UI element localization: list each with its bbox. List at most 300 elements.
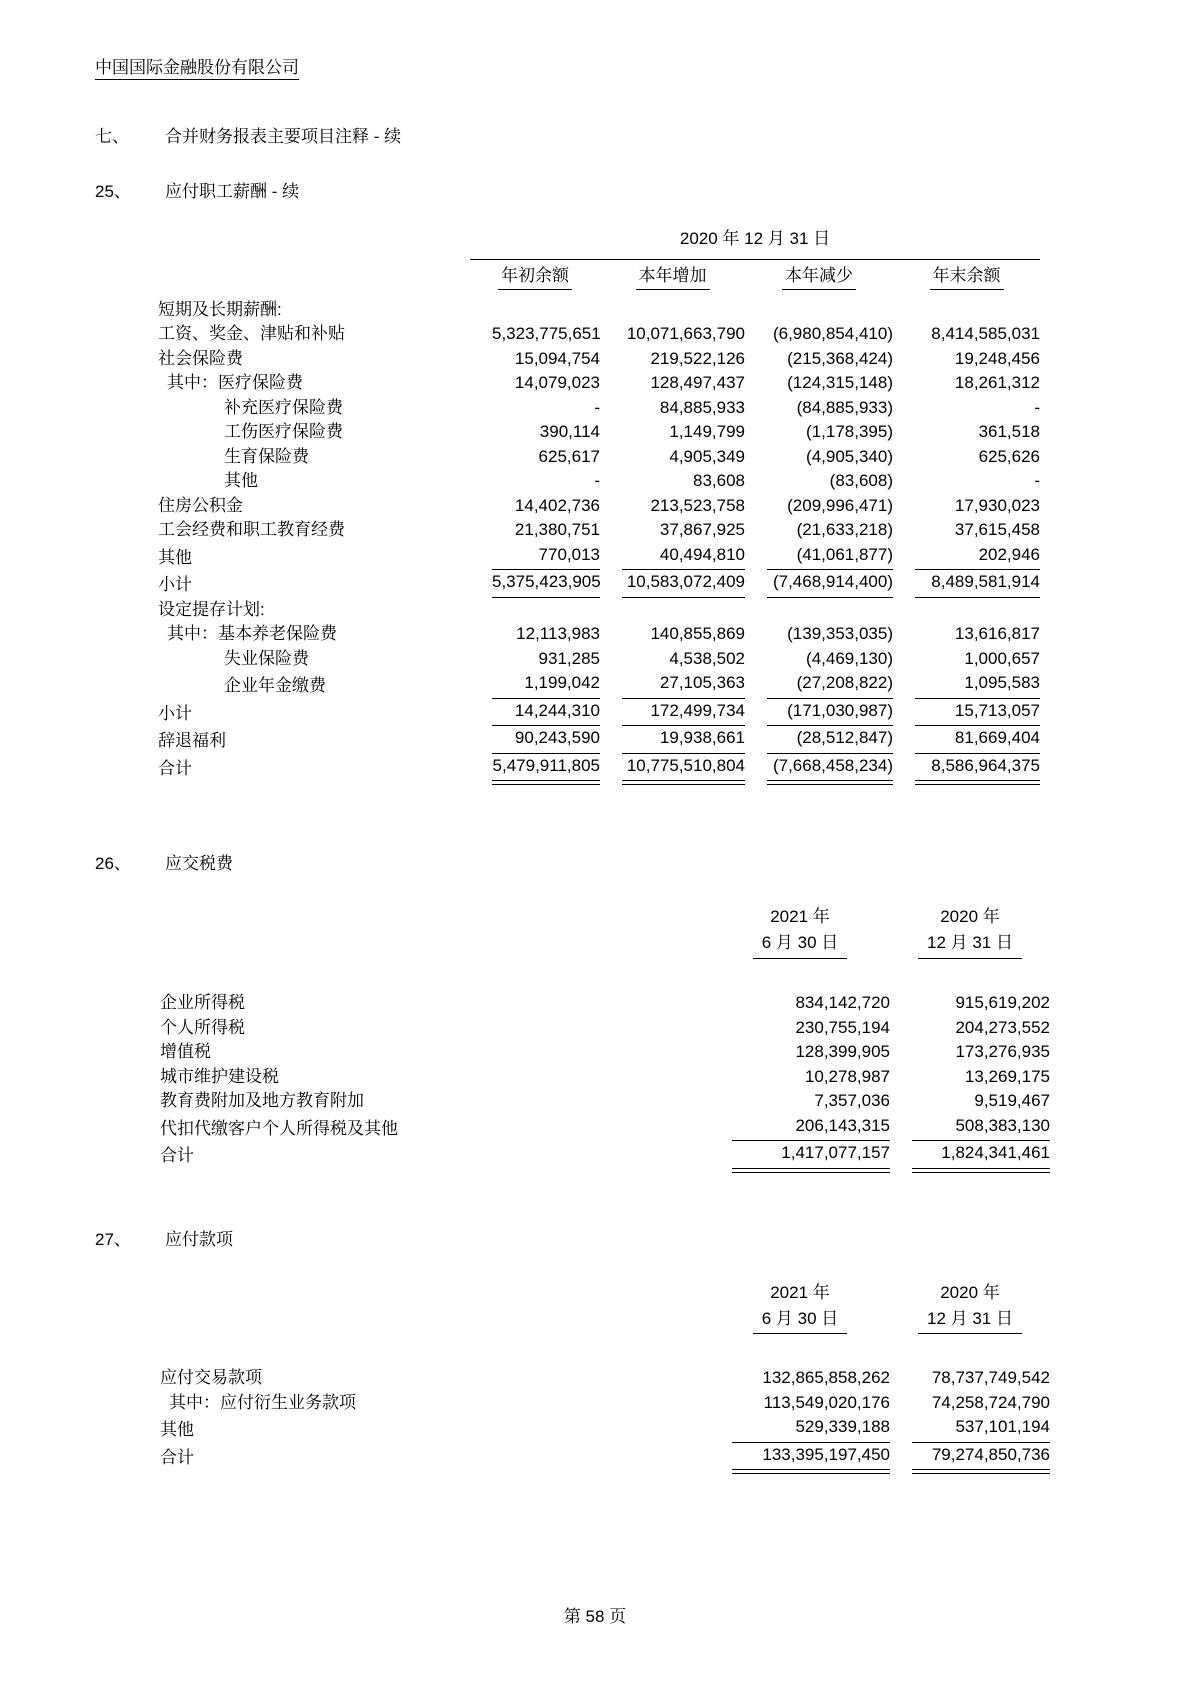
table-header-row — [160, 904, 1050, 959]
row-label: 其中：基本养老保险费 — [167, 624, 337, 644]
cell-text: (83,608) — [829, 471, 893, 491]
note25-table-header — [158, 228, 1040, 294]
cell-value — [600, 726, 745, 754]
cell-value — [890, 959, 1050, 1016]
cell-text: 19,938,661 — [622, 726, 745, 754]
cell-text: - — [1034, 471, 1041, 491]
column-header — [710, 1280, 890, 1335]
cell-value — [745, 322, 893, 347]
cell-text: - — [594, 471, 600, 491]
section-number: 七、 — [95, 126, 129, 146]
cell-text: (1,178,395) — [806, 422, 893, 442]
cell-text: 8,586,964,375 — [915, 754, 1040, 782]
cell-value — [470, 396, 600, 421]
cell-text: 83,608 — [693, 471, 745, 491]
cell-text: 8,414,585,031 — [931, 324, 1041, 344]
cell-text: 9,519,467 — [974, 1091, 1050, 1111]
row-label: 其他 — [224, 471, 258, 491]
section-title: 应付款项 — [165, 1229, 233, 1249]
cell-text: 10,583,072,409 — [622, 570, 745, 598]
column-header-year: 2021 年 — [770, 907, 830, 927]
cell-value — [890, 1334, 1050, 1391]
row-label: 城市维护建设税 — [160, 1066, 279, 1086]
table-row — [158, 647, 1040, 672]
cell-value — [893, 396, 1040, 421]
cell-value — [470, 420, 600, 445]
cell-value — [600, 598, 745, 623]
cell-text: 132,865,858,262 — [762, 1368, 890, 1388]
company-name-text: 中国国际金融股份有限公司 — [95, 58, 299, 80]
cell-text: (7,468,914,400) — [767, 570, 893, 598]
row-label: 工会经费和职工教育经费 — [158, 520, 345, 540]
section-title: 合并财务报表主要项目注释 - 续 — [165, 126, 402, 146]
cell-value — [470, 347, 600, 372]
cell-value — [893, 420, 1040, 445]
cell-value — [710, 1415, 890, 1443]
cell-text: 14,079,023 — [514, 373, 600, 393]
cell-text: - — [594, 397, 600, 417]
cell-text: 1,149,799 — [669, 422, 745, 442]
cell-text: (28,512,847) — [767, 726, 893, 754]
cell-value — [745, 570, 893, 598]
note25-table — [158, 228, 1040, 781]
cell-value — [710, 1089, 890, 1114]
cell-value — [745, 671, 893, 699]
row-label: 个人所得税 — [160, 1017, 245, 1037]
section-title: 应交税费 — [165, 854, 233, 874]
cell-value — [893, 671, 1040, 699]
cell-value — [893, 598, 1040, 623]
cell-value — [710, 959, 890, 1016]
cell-value — [470, 371, 600, 396]
cell-value — [745, 699, 893, 727]
cell-value — [600, 543, 745, 571]
cell-value — [890, 1065, 1050, 1090]
column-header — [710, 904, 890, 959]
table-row — [160, 1443, 1050, 1471]
cell-value — [745, 622, 893, 647]
table-row — [158, 671, 1040, 699]
table-row — [158, 347, 1040, 372]
cell-text: 7,357,036 — [814, 1091, 890, 1111]
cell-text: 14,244,310 — [492, 699, 600, 727]
section-heading-27 — [95, 1229, 1095, 1252]
cell-value — [745, 518, 893, 543]
cell-value — [470, 570, 600, 598]
cell-text: 230,755,194 — [795, 1017, 890, 1037]
row-label: 应付交易款项 — [160, 1368, 262, 1388]
cell-value — [745, 371, 893, 396]
cell-text: 625,626 — [978, 446, 1041, 466]
column-header-date: 6 月 30 日 — [753, 1308, 848, 1335]
table-row — [158, 570, 1040, 598]
cell-value — [470, 469, 600, 494]
cell-text: 931,285 — [538, 648, 600, 668]
cell-text: 113,549,020,176 — [763, 1392, 890, 1412]
row-label: 失业保险费 — [224, 648, 309, 668]
table-row — [160, 1141, 1050, 1169]
column-header-year: 2020 年 — [940, 907, 1000, 927]
cell-value — [893, 754, 1040, 782]
column-header-date: 12 月 31 日 — [918, 1308, 1022, 1335]
cell-text: 390,114 — [539, 422, 600, 442]
section-number: 25、 — [95, 181, 131, 201]
column-header-text: 本年减少 — [782, 265, 856, 290]
cell-text: 915,619,202 — [955, 993, 1050, 1013]
cell-value — [893, 647, 1040, 672]
cell-value — [745, 445, 893, 470]
row-label: 其他 — [158, 547, 192, 567]
cell-value — [745, 494, 893, 519]
cell-text: 40,494,810 — [622, 543, 745, 571]
column-header-year: 2021 年 — [770, 1282, 830, 1302]
section-heading-26 — [95, 853, 1095, 876]
cell-value — [710, 1443, 890, 1471]
table-row — [158, 420, 1040, 445]
cell-text: 10,775,510,804 — [622, 754, 745, 782]
cell-value — [745, 469, 893, 494]
row-label: 代扣代缴客户个人所得税及其他 — [160, 1118, 398, 1138]
cell-text: 140,855,869 — [650, 624, 745, 644]
column-header — [890, 1280, 1050, 1335]
cell-text: 5,479,911,805 — [492, 754, 600, 782]
empty-cell — [160, 1280, 710, 1335]
row-label: 小计 — [158, 703, 192, 723]
column-header — [893, 259, 1040, 293]
table-row — [160, 1114, 1050, 1142]
cell-text: 18,261,312 — [954, 373, 1041, 393]
row-label: 小计 — [158, 575, 192, 595]
section-number: 26、 — [95, 854, 131, 874]
section-heading-7 — [95, 126, 1095, 149]
cell-value — [890, 1415, 1050, 1443]
cell-value — [600, 445, 745, 470]
cell-value — [470, 598, 600, 623]
cell-value — [890, 1040, 1050, 1065]
cell-value — [893, 518, 1040, 543]
row-label: 企业所得税 — [160, 993, 245, 1013]
cell-value — [710, 1334, 890, 1391]
table-caption: 2020 年 12 月 31 日 — [679, 228, 831, 248]
cell-value — [600, 622, 745, 647]
cell-text: 17,930,023 — [954, 495, 1041, 515]
cell-value — [745, 347, 893, 372]
cell-value — [470, 518, 600, 543]
cell-value — [890, 1141, 1050, 1169]
cell-text: (84,885,933) — [796, 397, 893, 417]
cell-value — [600, 518, 745, 543]
cell-text: 4,538,502 — [669, 648, 745, 668]
cell-value — [893, 469, 1040, 494]
cell-value — [890, 1391, 1050, 1416]
cell-value — [600, 754, 745, 782]
cell-value — [600, 396, 745, 421]
cell-text: 21,380,751 — [514, 520, 600, 540]
table-row — [158, 322, 1040, 347]
table-row — [158, 754, 1040, 782]
row-label: 住房公积金 — [158, 495, 243, 515]
table-row — [158, 294, 1040, 323]
cell-text: (209,996,471) — [787, 495, 893, 515]
cell-value — [710, 1040, 890, 1065]
cell-text: 37,867,925 — [659, 520, 745, 540]
cell-text: 74,258,724,790 — [931, 1392, 1050, 1412]
note27-table — [160, 1280, 1050, 1471]
table-row — [160, 1415, 1050, 1443]
cell-value — [893, 570, 1040, 598]
cell-text: 8,489,581,914 — [915, 570, 1040, 598]
table-row — [158, 726, 1040, 754]
cell-text: (124,315,148) — [787, 373, 893, 393]
cell-value — [745, 294, 893, 323]
cell-text: 1,824,341,461 — [912, 1141, 1050, 1169]
table-header-row — [158, 259, 1040, 293]
cell-text: 27,105,363 — [622, 671, 745, 699]
column-header-year: 2020 年 — [940, 1282, 1000, 1302]
cell-value — [745, 396, 893, 421]
cell-text: 14,402,736 — [514, 495, 600, 515]
section-title: 应付职工薪酬 - 续 — [165, 181, 300, 201]
cell-value — [600, 322, 745, 347]
cell-text: 133,395,197,450 — [732, 1443, 890, 1471]
cell-text: (4,905,340) — [806, 446, 893, 466]
cell-value — [893, 322, 1040, 347]
cell-text: 202,946 — [915, 543, 1040, 571]
cell-text: 5,375,423,905 — [492, 570, 600, 598]
cell-text: (7,668,458,234) — [767, 754, 893, 782]
cell-text: 508,383,130 — [912, 1114, 1050, 1142]
cell-text: 79,274,850,736 — [912, 1443, 1050, 1471]
cell-value — [470, 494, 600, 519]
cell-text: 12,113,983 — [516, 624, 600, 644]
cell-value — [893, 294, 1040, 323]
cell-text: (6,980,854,410) — [772, 324, 893, 344]
table-row — [158, 598, 1040, 623]
column-header-text: 年末余额 — [930, 265, 1004, 290]
row-label: 企业年金缴费 — [224, 676, 326, 696]
cell-value — [470, 622, 600, 647]
cell-text: 1,199,042 — [492, 671, 600, 699]
row-label: 辞退福利 — [158, 731, 226, 751]
cell-text: 173,276,935 — [955, 1042, 1050, 1062]
cell-value — [745, 726, 893, 754]
column-header — [745, 259, 893, 293]
table-row — [160, 1016, 1050, 1041]
cell-text: (41,061,877) — [767, 543, 893, 571]
column-header — [470, 259, 600, 293]
row-label: 其他 — [160, 1420, 194, 1440]
cell-value — [890, 1016, 1050, 1041]
cell-value — [745, 543, 893, 571]
cell-value — [893, 622, 1040, 647]
table-header-row — [160, 1280, 1050, 1335]
cell-value — [470, 322, 600, 347]
row-label: 教育费附加及地方教育附加 — [160, 1091, 364, 1111]
cell-value — [893, 699, 1040, 727]
cell-text: 78,737,749,542 — [931, 1368, 1050, 1388]
column-header — [600, 259, 745, 293]
cell-text: (139,353,035) — [787, 624, 893, 644]
cell-value — [893, 494, 1040, 519]
cell-value — [890, 1114, 1050, 1142]
cell-text: 361,518 — [978, 422, 1041, 442]
cell-value — [745, 420, 893, 445]
row-label: 社会保险费 — [158, 348, 243, 368]
cell-value — [470, 699, 600, 727]
cell-value — [710, 1065, 890, 1090]
cell-text: 5,323,775,651 — [492, 324, 601, 344]
table-row — [158, 622, 1040, 647]
cell-value — [893, 445, 1040, 470]
table-row — [160, 1040, 1050, 1065]
cell-value — [710, 1016, 890, 1041]
cell-value — [745, 647, 893, 672]
cell-value — [600, 294, 745, 323]
row-label: 短期及长期薪酬: — [158, 299, 282, 319]
row-label: 生育保险费 — [224, 446, 309, 466]
cell-value — [600, 420, 745, 445]
cell-text: 625,617 — [538, 446, 600, 466]
row-label: 合计 — [158, 758, 192, 778]
cell-text: 213,523,758 — [650, 495, 745, 515]
table-row — [160, 1065, 1050, 1090]
cell-text: 128,497,437 — [650, 373, 745, 393]
cell-value — [470, 294, 600, 323]
row-label: 工伤医疗保险费 — [224, 422, 343, 442]
column-header-date: 12 月 31 日 — [918, 932, 1022, 959]
note25-table-body — [158, 294, 1040, 782]
row-label: 设定提存计划: — [158, 599, 265, 619]
cell-value — [470, 445, 600, 470]
table-row — [160, 1334, 1050, 1391]
cell-value — [470, 754, 600, 782]
cell-value — [600, 469, 745, 494]
cell-text: (171,030,987) — [767, 699, 893, 727]
table-row — [158, 371, 1040, 396]
cell-value — [470, 543, 600, 571]
cell-text: 10,278,987 — [804, 1066, 890, 1086]
cell-value — [710, 1391, 890, 1416]
company-name — [95, 57, 1095, 80]
cell-text: (4,469,130) — [806, 648, 893, 668]
table-row — [158, 518, 1040, 543]
cell-text: 128,399,905 — [795, 1042, 890, 1062]
table-caption-row — [158, 228, 1040, 259]
empty-cell — [160, 904, 710, 959]
table-row — [158, 543, 1040, 571]
cell-text: 834,142,720 — [795, 993, 890, 1013]
note26-table-body — [160, 959, 1050, 1169]
cell-value — [600, 570, 745, 598]
cell-text: 770,013 — [492, 543, 600, 571]
cell-value — [710, 1114, 890, 1142]
cell-text: 15,713,057 — [915, 699, 1040, 727]
row-label: 合计 — [160, 1146, 194, 1166]
cell-text: (215,368,424) — [787, 348, 893, 368]
cell-text: 19,248,456 — [954, 348, 1041, 368]
note27-table-body — [160, 1334, 1050, 1470]
cell-text: 206,143,315 — [732, 1114, 890, 1142]
column-header-text: 年初余额 — [498, 265, 572, 290]
cell-value — [890, 1443, 1050, 1471]
cell-text: 10,071,663,790 — [626, 324, 745, 344]
note26-table — [160, 904, 1050, 1168]
cell-text: 204,273,552 — [955, 1017, 1050, 1037]
row-label: 增值税 — [160, 1042, 211, 1062]
cell-text: 90,243,590 — [492, 726, 600, 754]
cell-value — [600, 647, 745, 672]
table-row — [158, 469, 1040, 494]
cell-value — [600, 494, 745, 519]
cell-value — [893, 371, 1040, 396]
row-label: 其中：应付衍生业务款项 — [169, 1392, 356, 1412]
cell-text: 1,000,657 — [964, 648, 1041, 668]
cell-text: 537,101,194 — [912, 1415, 1050, 1443]
cell-value — [745, 754, 893, 782]
column-header — [890, 904, 1050, 959]
cell-text: 81,669,404 — [915, 726, 1040, 754]
cell-text: 219,522,126 — [650, 348, 745, 368]
note27-table-header — [160, 1280, 1050, 1335]
cell-value — [470, 726, 600, 754]
row-label: 其中：医疗保险费 — [167, 373, 303, 393]
cell-text: 1,417,077,157 — [732, 1141, 890, 1169]
row-label: 补充医疗保险费 — [224, 397, 343, 417]
table-row — [158, 445, 1040, 470]
section-heading-25 — [95, 181, 1095, 204]
empty-cell — [158, 228, 470, 259]
table-row — [160, 1089, 1050, 1114]
column-header-date: 6 月 30 日 — [753, 932, 848, 959]
cell-text: 172,499,734 — [622, 699, 745, 727]
cell-value — [470, 647, 600, 672]
cell-value — [600, 671, 745, 699]
cell-text: - — [1034, 397, 1041, 417]
cell-value — [600, 347, 745, 372]
cell-text: (21,633,218) — [796, 520, 893, 540]
table-row — [160, 1391, 1050, 1416]
cell-text: 1,095,583 — [915, 671, 1040, 699]
section-number: 27、 — [95, 1229, 131, 1249]
cell-text: 37,615,458 — [954, 520, 1041, 540]
cell-value — [893, 543, 1040, 571]
cell-text: 4,905,349 — [669, 446, 745, 466]
cell-text: 84,885,933 — [659, 397, 745, 417]
cell-value — [600, 699, 745, 727]
table-row — [158, 396, 1040, 421]
table-row — [158, 699, 1040, 727]
cell-text: 529,339,188 — [732, 1415, 890, 1443]
cell-value — [893, 347, 1040, 372]
column-header-text: 本年增加 — [636, 265, 710, 290]
cell-text: (27,208,822) — [767, 671, 893, 699]
cell-value — [710, 1141, 890, 1169]
cell-text: 15,094,754 — [514, 348, 600, 368]
page-number — [0, 1606, 1190, 1629]
cell-value — [890, 1089, 1050, 1114]
row-label: 工资、奖金、津贴和补贴 — [158, 324, 345, 344]
cell-value — [893, 726, 1040, 754]
table-row — [158, 494, 1040, 519]
note26-table-header — [160, 904, 1050, 959]
cell-value — [745, 598, 893, 623]
cell-text: 13,616,817 — [954, 624, 1041, 644]
page-number-text: 第 58 页 — [563, 1607, 627, 1626]
row-label: 合计 — [160, 1447, 194, 1467]
empty-cell — [158, 259, 470, 293]
cell-value — [470, 671, 600, 699]
table-row — [160, 959, 1050, 1016]
